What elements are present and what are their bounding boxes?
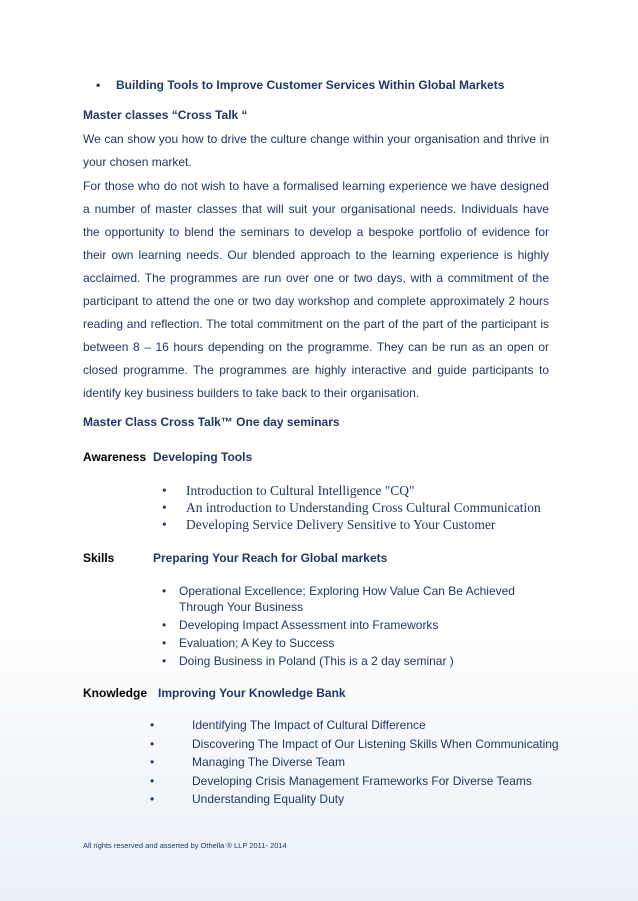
skills-title: Preparing Your Reach for Global markets — [153, 551, 388, 565]
body-text: For those who do not wish to have a formalised learning experience we have designed a number of master classes that will suit your organisational needs. Individuals have the opportunity to blend the seminars to develop a bespoke portfolio of evidence for their own learning needs. Our blended approach to the learning experience is highly acclaimed. The programmes are run over one or two days, with a commitment of the participant to attend the one or two day workshop and complete approximately 2 hours reading and reflection. The total commitment on the part of the part of the participant is between 8 – 16 hours depending on the programme. They can be run as an open or closed programme. The programmes are highly interactive and guide participants to identify key business builders to take back to their organisation. — [83, 179, 549, 400]
skills-list — [162, 583, 562, 671]
skills-label: Skills — [83, 551, 115, 565]
list-item: • Understanding Equality Duty — [150, 790, 570, 809]
headline-text: Building Tools to Improve Customer Services Within Global Markets — [116, 78, 505, 92]
list-item: • Developing Impact Assessment into Frameworks — [162, 617, 562, 633]
list-item: • Developing Crisis Management Frameworks For Diverse Teams — [150, 772, 570, 791]
list-item: • An introduction to Understanding Cross Cultural Communication — [172, 499, 541, 516]
awareness-list — [172, 482, 541, 533]
intro-paragraph — [83, 128, 549, 174]
intro-text: We can show you how to drive the culture change within your organisation and thrive in your chosen market. — [83, 132, 549, 169]
list-item: • Introduction to Cultural Intelligence "CQ" — [172, 482, 541, 499]
list-item: • Operational Excellence; Exploring How Value Can Be Achieved Through Your Business — [162, 583, 562, 615]
list-item: • Developing Service Delivery Sensitive to Your Customer — [172, 516, 541, 533]
knowledge-title: Improving Your Knowledge Bank — [158, 686, 346, 700]
list-item: • Doing Business in Poland (This is a 2 day seminar ) — [162, 653, 562, 669]
copyright-footer: All rights reserved and asserted by Othella ® LLP 2011- 2014 — [83, 841, 287, 850]
awareness-label: Awareness — [83, 450, 147, 464]
knowledge-list — [150, 716, 570, 809]
body-paragraph — [83, 175, 549, 405]
list-item: • Managing The Diverse Team — [150, 753, 570, 772]
list-item: • Identifying The Impact of Cultural Difference — [150, 716, 570, 735]
bullet-dot: • — [96, 78, 101, 92]
awareness-title: Developing Tools — [153, 450, 253, 464]
master-classes-heading: Master classes “Cross Talk “ — [83, 108, 248, 122]
list-item: • Discovering The Impact of Our Listening Skills When Communicating — [150, 735, 570, 754]
list-item: • Evaluation; A Key to Success — [162, 635, 562, 651]
knowledge-label: Knowledge — [83, 686, 148, 700]
one-day-seminars-heading: Master Class Cross Talk™ One day seminars — [83, 415, 340, 429]
